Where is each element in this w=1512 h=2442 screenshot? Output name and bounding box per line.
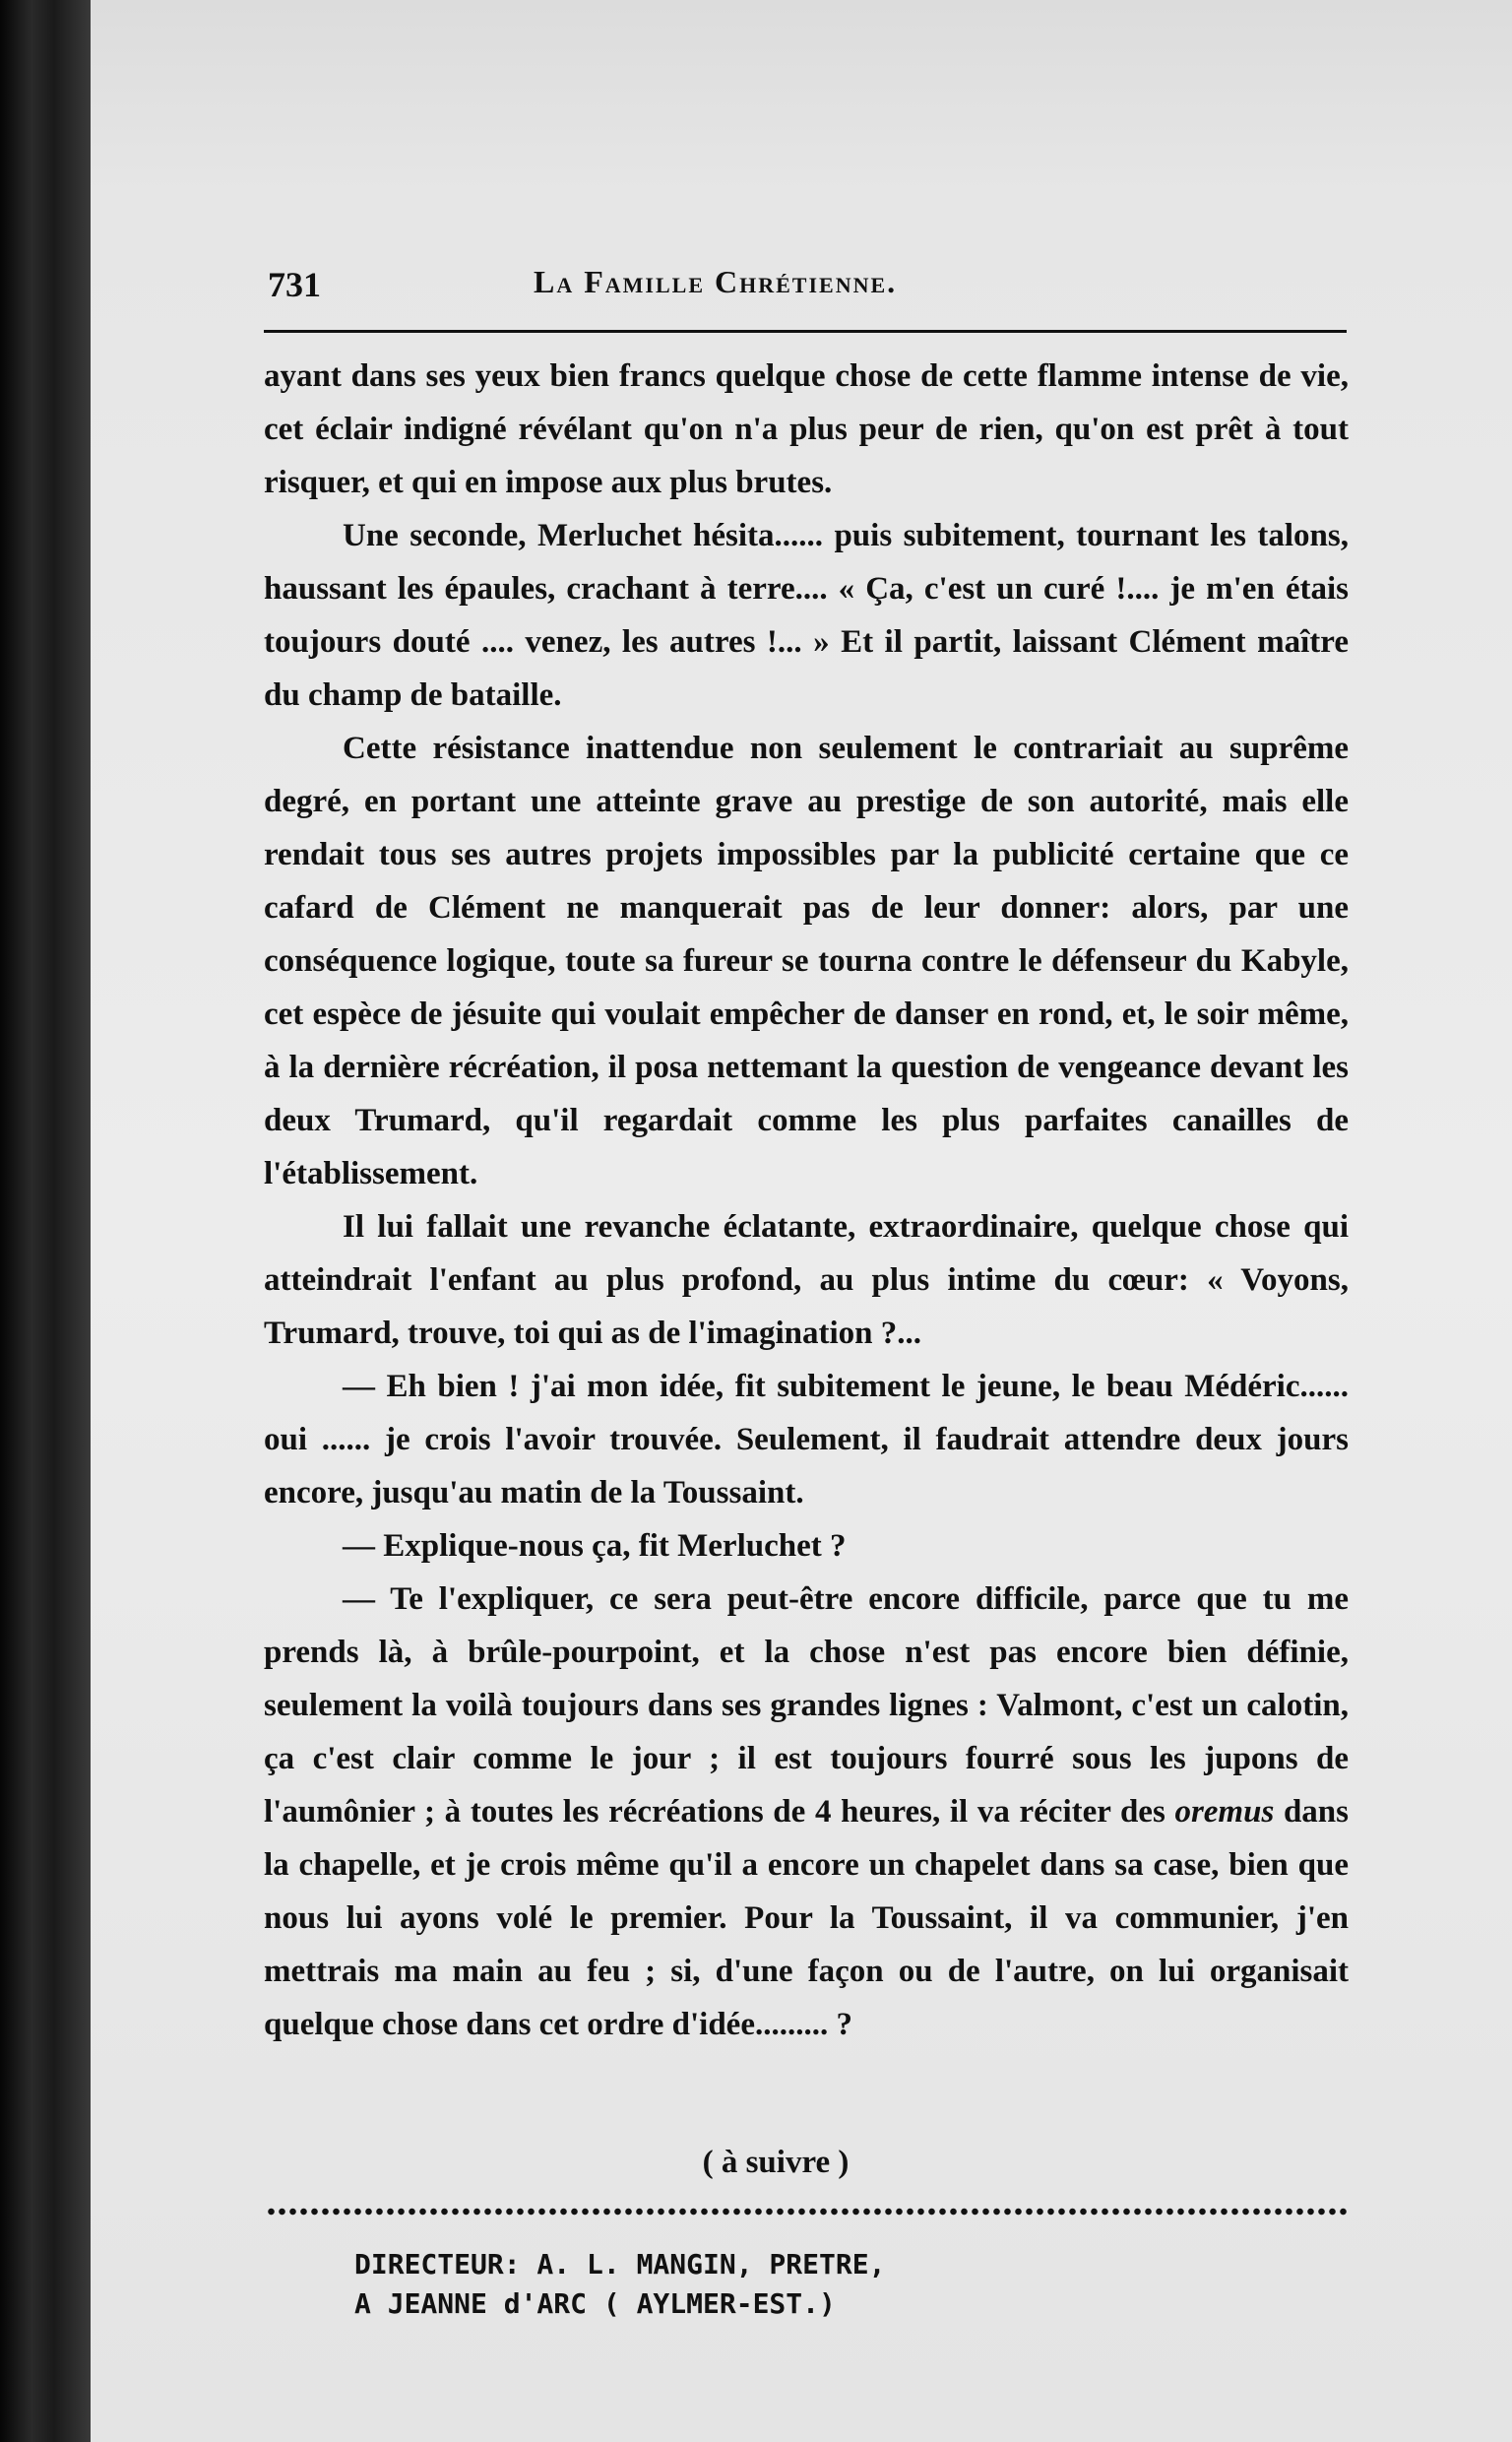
continuation-note: ( à suivre ) [702, 2145, 850, 2180]
italic-word: oremus [1174, 1794, 1275, 1830]
paragraph: Une seconde, Merluchet hésita...... puis subitement, tournant les talons, haussant les épaules, crachant à terre.... « Ça, c'est un curé !.... je m'en étais toujours douté .... venez, les autres !... » Et il partit, laissant Clément maître du champ de bataille. [264, 518, 1349, 713]
publisher-footer [354, 2245, 1339, 2324]
page-binding-edge [0, 0, 91, 2442]
dotted-rule [266, 2206, 1349, 2217]
paragraph [264, 1573, 1349, 2051]
paragraph: — Explique-nous ça, fit Merluchet ? [343, 1528, 847, 1564]
paragraph: Il lui fallait une revanche éclatante, extraordinaire, quelque chose qui atteindrait l'enfant au plus profond, au plus intime du cœur: « Voyons, Trumard, trouve, toi qui as de l'imagination ?... [264, 1209, 1349, 1351]
paragraph-text: — Te l'expliquer, ce sera peut-être encore difficile, parce que tu me prends là, à brûle-pourpoint, et la chose n'est pas encore bien définie, seulement la voilà toujours dans ses grandes lignes : Valmont, c'est un calotin, ça c'est clair comme le jour ; il est toujours fourré sous les jupons de l'aumônier ; à toutes les récréations de 4 heures, il va réciter des [264, 1581, 1349, 1830]
body-text [264, 350, 1349, 2051]
footer-line: DIRECTEUR: A. L. MANGIN, PRETRE, [354, 2248, 886, 2281]
paragraph: ayant dans ses yeux bien francs quelque chose de cette flamme intense de vie, cet éclair indigné révélant qu'on n'a plus peur de rien, qu'on est prêt à tout risquer, et qui en impose aux plus brutes. [264, 358, 1349, 500]
paragraph: — Eh bien ! j'ai mon idée, fit subitement le jeune, le beau Médéric...... oui ...... je crois l'avoir trouvée. Seulement, il faudrait attendre deux jours encore, jusqu'au matin de la Toussaint. [264, 1369, 1349, 1510]
header-rule [264, 330, 1347, 333]
footer-line: A JEANNE d'ARC ( AYLMER-EST.) [354, 2287, 836, 2320]
paragraph-text: dans la chapelle, et je crois même qu'il a encore un chapelet dans sa case, bien que nous lui ayons volé le premier. Pour la Toussaint, il va communier, j'en mettrais ma main au feu ; si, d'une façon ou de l'autre, on lui organisait quelque chose dans cet ordre d'idée......... ? [264, 1794, 1349, 2042]
paragraph: Cette résistance inattendue non seulement le contrariait au suprême degré, en portant une atteinte grave au prestige de son autorité, mais elle rendait tous ses autres projets impossibles par la publicité certaine que ce cafard de Clément ne manquerait pas de leur donner: alors, par une conséquence logique, toute sa fureur se tourna contre le défenseur du Kabyle, cet espèce de jésuite qui voulait empêcher de danser en rond, et, le soir même, à la dernière récréation, il posa nettemant la question de vengeance devant les deux Trumard, qu'il regardait comme les plus parfaites canailles de l'établissement. [264, 731, 1349, 1191]
page-header [268, 264, 1351, 313]
page-number: 731 [268, 265, 321, 304]
running-title: La Famille Chrétienne. [534, 264, 898, 299]
